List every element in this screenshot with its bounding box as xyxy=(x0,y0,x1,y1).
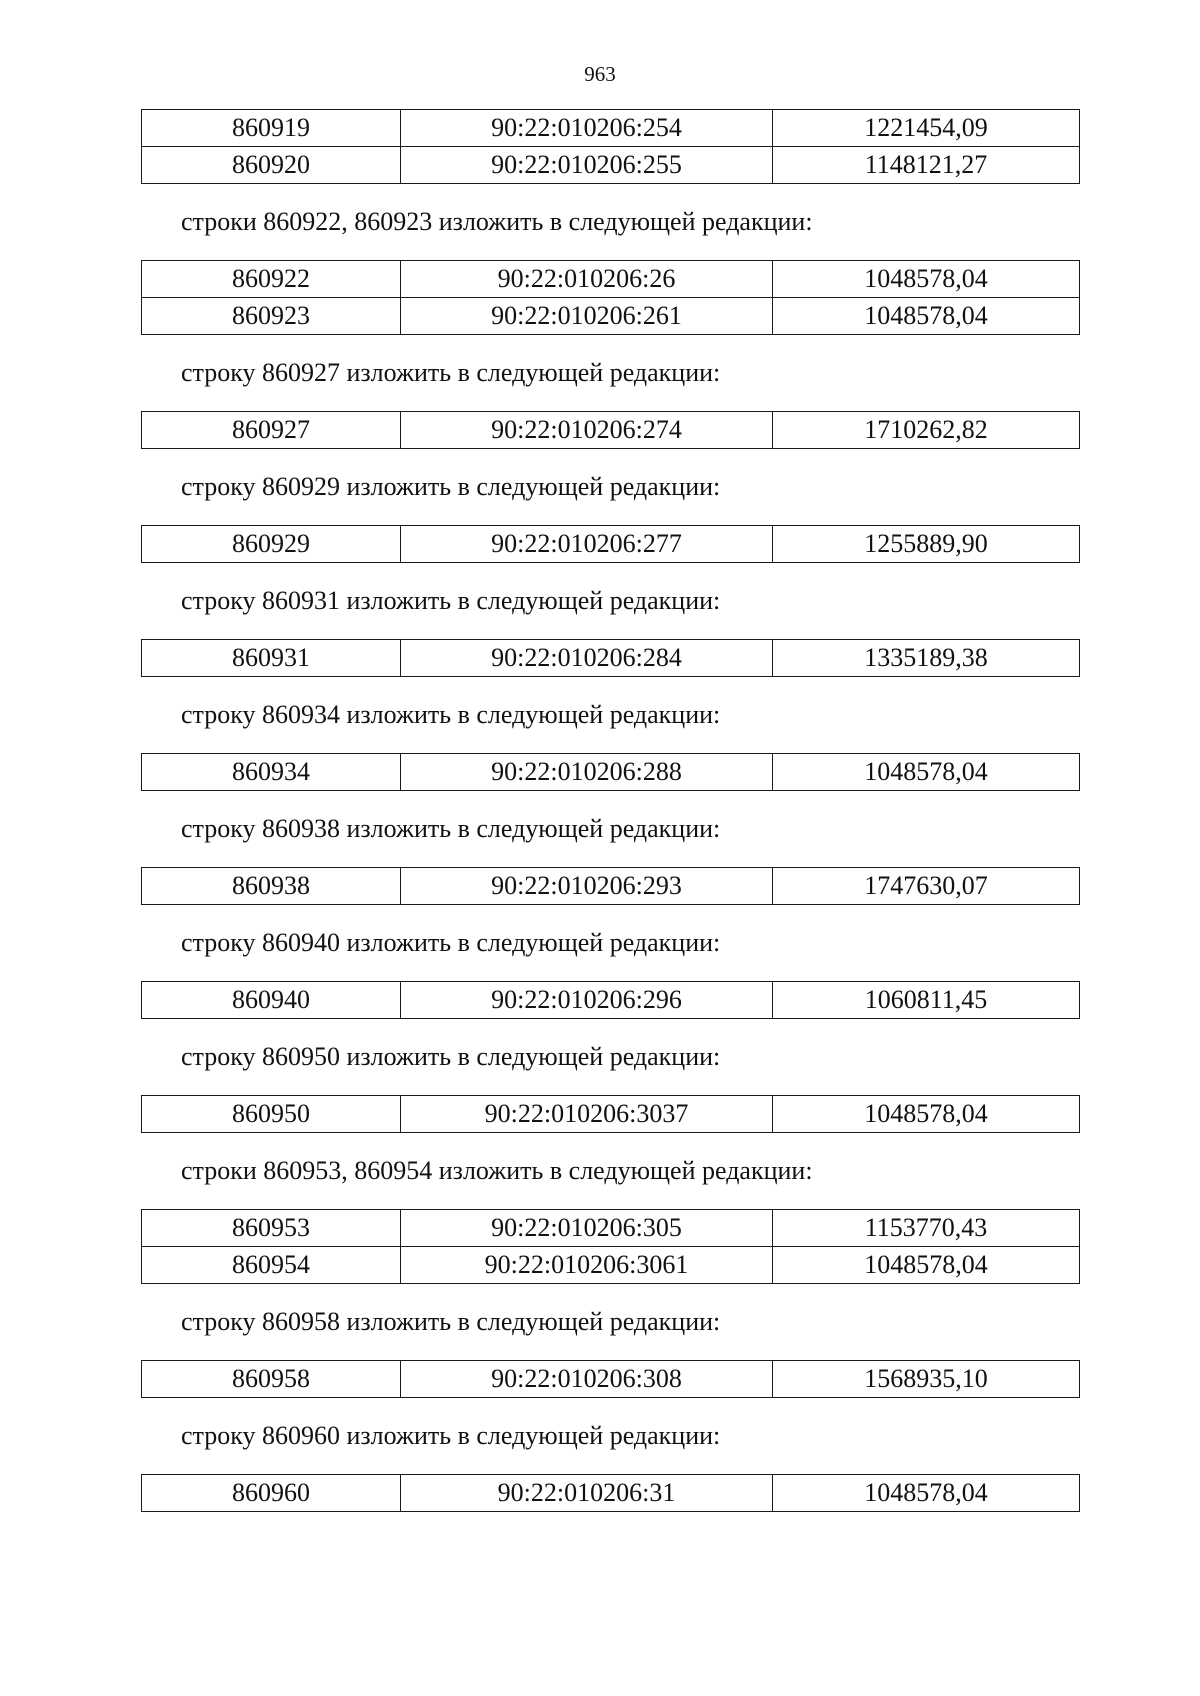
amendment-instruction: строку 860940 изложить в следующей редакции: xyxy=(181,928,721,957)
cadastral-number-cell: 90:22:010206:3037 xyxy=(401,1096,773,1133)
cadastral-value-cell: 1048578,04 xyxy=(773,1096,1080,1133)
amendment-table xyxy=(141,1360,1080,1398)
amendment-block xyxy=(141,1398,1078,1512)
table-row xyxy=(142,147,1080,184)
cadastral-number-cell: 90:22:010206:274 xyxy=(401,412,773,449)
table-row xyxy=(142,1475,1080,1512)
cadastral-number-cell: 90:22:010206:26 xyxy=(401,261,773,298)
amendment-block xyxy=(141,563,1078,677)
cadastral-value-cell: 1747630,07 xyxy=(773,868,1080,905)
amendment-block xyxy=(141,905,1078,1019)
document-body xyxy=(141,109,1078,1512)
amendment-table xyxy=(141,981,1080,1019)
cadastral-value-cell: 1221454,09 xyxy=(773,110,1080,147)
amendment-table xyxy=(141,1474,1080,1512)
row-number-cell: 860938 xyxy=(142,868,401,905)
amendment-instruction: строку 860931 изложить в следующей редакции: xyxy=(181,586,721,615)
amendment-table xyxy=(141,109,1080,184)
amendment-instruction: строку 860958 изложить в следующей редакции: xyxy=(181,1307,721,1336)
amendment-block xyxy=(141,677,1078,791)
row-number-cell: 860940 xyxy=(142,982,401,1019)
cadastral-number-cell: 90:22:010206:277 xyxy=(401,526,773,563)
amendment-block xyxy=(141,1284,1078,1398)
amendment-table xyxy=(141,525,1080,563)
table-row xyxy=(142,640,1080,677)
amendment-table xyxy=(141,411,1080,449)
cadastral-value-cell: 1335189,38 xyxy=(773,640,1080,677)
row-number-cell: 860954 xyxy=(142,1247,401,1284)
amendment-block xyxy=(141,449,1078,563)
table-row xyxy=(142,1210,1080,1247)
amendment-instruction: строки 860953, 860954 изложить в следующей редакции: xyxy=(181,1156,813,1185)
cadastral-value-cell: 1148121,27 xyxy=(773,147,1080,184)
table-row xyxy=(142,526,1080,563)
row-number-cell: 860922 xyxy=(142,261,401,298)
cadastral-value-cell: 1048578,04 xyxy=(773,261,1080,298)
cadastral-number-cell: 90:22:010206:255 xyxy=(401,147,773,184)
cadastral-number-cell: 90:22:010206:308 xyxy=(401,1361,773,1398)
cadastral-number-cell: 90:22:010206:293 xyxy=(401,868,773,905)
table-row xyxy=(142,261,1080,298)
amendment-block xyxy=(141,1019,1078,1133)
cadastral-value-cell: 1048578,04 xyxy=(773,1247,1080,1284)
cadastral-value-cell: 1048578,04 xyxy=(773,298,1080,335)
amendment-instruction: строки 860922, 860923 изложить в следующей редакции: xyxy=(181,207,813,236)
cadastral-number-cell: 90:22:010206:261 xyxy=(401,298,773,335)
amendment-block xyxy=(141,109,1078,184)
cadastral-number-cell: 90:22:010206:254 xyxy=(401,110,773,147)
amendment-instruction: строку 860950 изложить в следующей редакции: xyxy=(181,1042,721,1071)
table-row xyxy=(142,1361,1080,1398)
cadastral-number-cell: 90:22:010206:288 xyxy=(401,754,773,791)
cadastral-value-cell: 1568935,10 xyxy=(773,1361,1080,1398)
amendment-block xyxy=(141,335,1078,449)
amendment-block xyxy=(141,1133,1078,1284)
table-row xyxy=(142,412,1080,449)
amendment-instruction: строку 860960 изложить в следующей редакции: xyxy=(181,1421,721,1450)
amendment-table xyxy=(141,753,1080,791)
row-number-cell: 860927 xyxy=(142,412,401,449)
row-number-cell: 860923 xyxy=(142,298,401,335)
amendment-instruction: строку 860934 изложить в следующей редакции: xyxy=(181,700,721,729)
row-number-cell: 860953 xyxy=(142,1210,401,1247)
row-number-cell: 860929 xyxy=(142,526,401,563)
amendment-table xyxy=(141,867,1080,905)
cadastral-number-cell: 90:22:010206:3061 xyxy=(401,1247,773,1284)
row-number-cell: 860958 xyxy=(142,1361,401,1398)
cadastral-value-cell: 1048578,04 xyxy=(773,754,1080,791)
cadastral-number-cell: 90:22:010206:31 xyxy=(401,1475,773,1512)
row-number-cell: 860934 xyxy=(142,754,401,791)
amendment-block xyxy=(141,791,1078,905)
cadastral-value-cell: 1255889,90 xyxy=(773,526,1080,563)
row-number-cell: 860920 xyxy=(142,147,401,184)
table-row xyxy=(142,982,1080,1019)
page-number: 963 xyxy=(584,62,616,86)
row-number-cell: 860950 xyxy=(142,1096,401,1133)
table-row xyxy=(142,298,1080,335)
amendment-table xyxy=(141,639,1080,677)
table-row xyxy=(142,1096,1080,1133)
amendment-instruction: строку 860929 изложить в следующей редакции: xyxy=(181,472,721,501)
cadastral-value-cell: 1153770,43 xyxy=(773,1210,1080,1247)
amendment-instruction: строку 860927 изложить в следующей редакции: xyxy=(181,358,721,387)
cadastral-number-cell: 90:22:010206:305 xyxy=(401,1210,773,1247)
amendment-block xyxy=(141,184,1078,335)
amendment-table xyxy=(141,1209,1080,1284)
cadastral-value-cell: 1060811,45 xyxy=(773,982,1080,1019)
amendment-instruction: строку 860938 изложить в следующей редакции: xyxy=(181,814,721,843)
amendment-table xyxy=(141,260,1080,335)
cadastral-value-cell: 1048578,04 xyxy=(773,1475,1080,1512)
table-row xyxy=(142,754,1080,791)
row-number-cell: 860960 xyxy=(142,1475,401,1512)
table-row xyxy=(142,110,1080,147)
cadastral-number-cell: 90:22:010206:284 xyxy=(401,640,773,677)
table-row xyxy=(142,868,1080,905)
row-number-cell: 860931 xyxy=(142,640,401,677)
amendment-table xyxy=(141,1095,1080,1133)
row-number-cell: 860919 xyxy=(142,110,401,147)
table-row xyxy=(142,1247,1080,1284)
cadastral-value-cell: 1710262,82 xyxy=(773,412,1080,449)
cadastral-number-cell: 90:22:010206:296 xyxy=(401,982,773,1019)
